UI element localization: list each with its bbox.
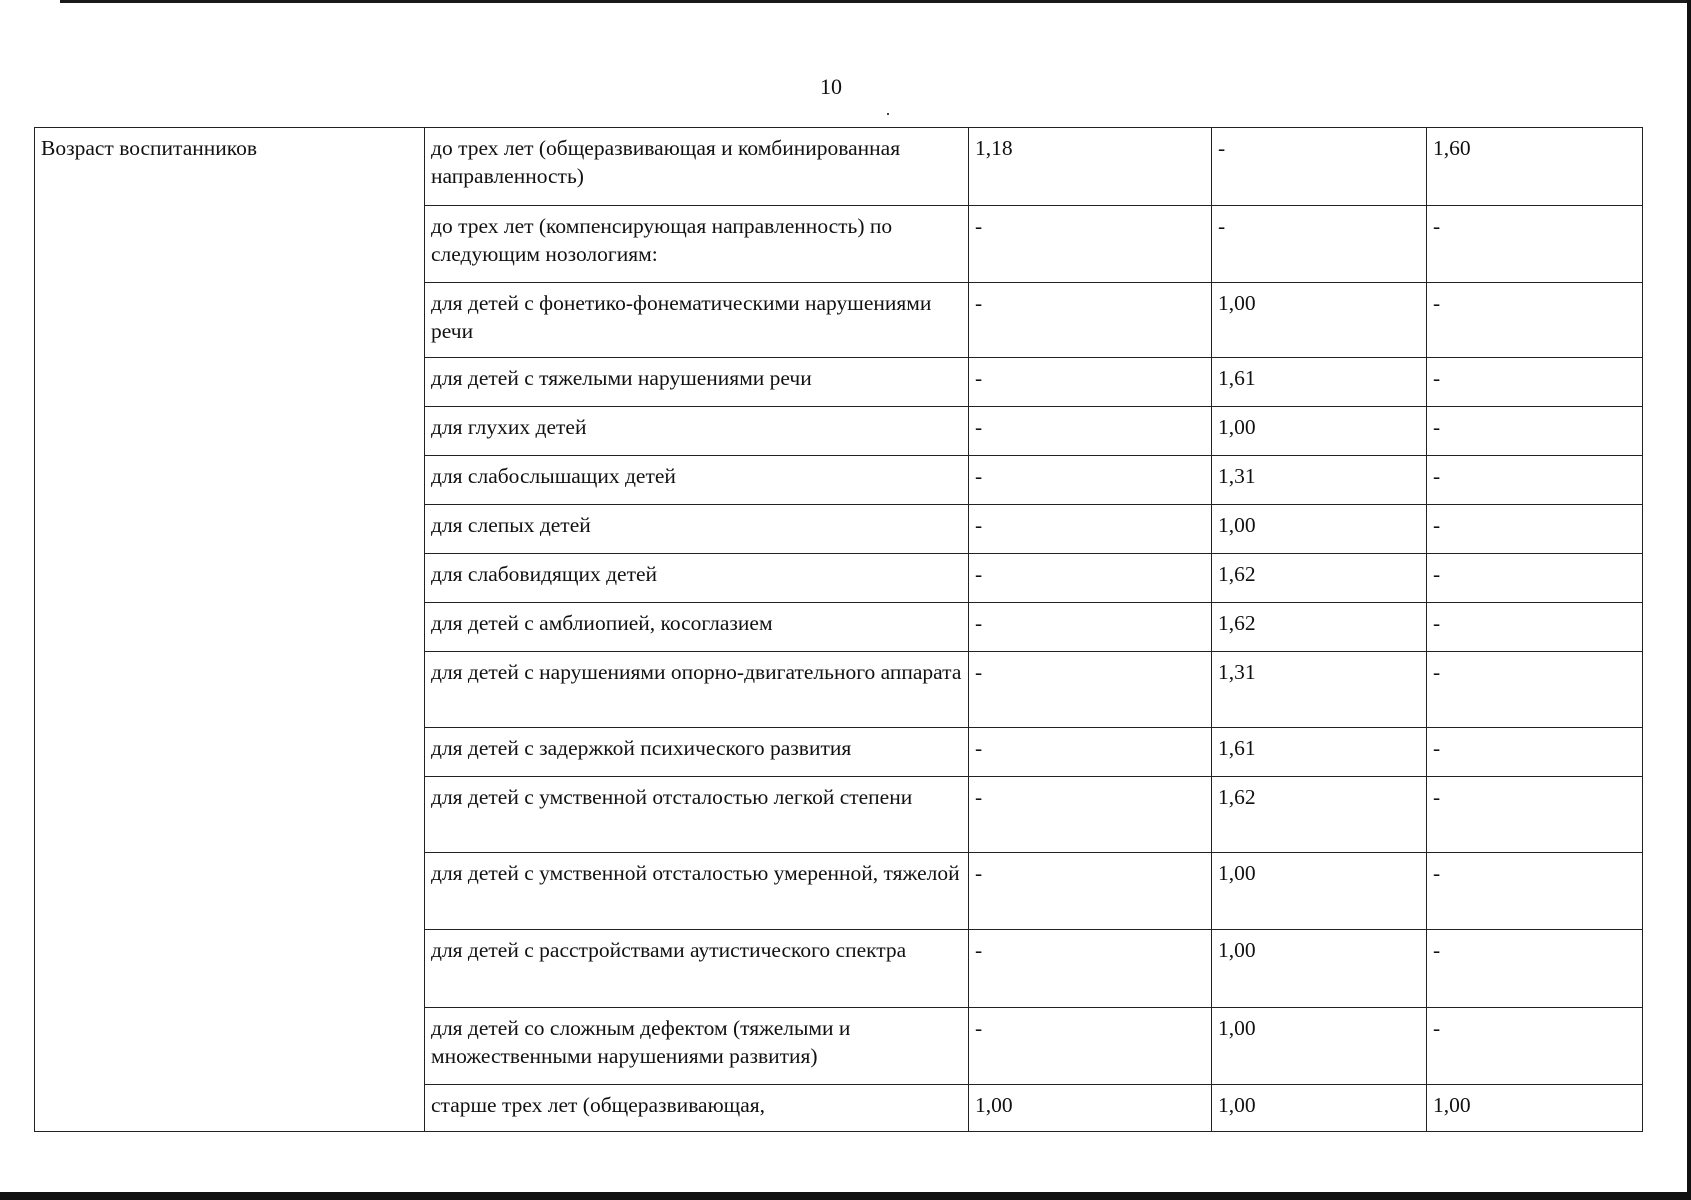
row-label: для детей с фонетико-фонематическими нарушениями речи (425, 283, 969, 358)
row-label: для глухих детей (425, 407, 969, 456)
row-label: для детей с амблиопией, косоглазием (425, 603, 969, 652)
value-cell-2: 1,00 (1212, 283, 1427, 358)
coefficients-table (34, 127, 1643, 1132)
value-cell-2: 1,62 (1212, 554, 1427, 603)
value-cell-3: - (1427, 554, 1643, 603)
value-cell-1: - (969, 456, 1212, 505)
row-label: для детей с умственной отсталостью легкой степени (425, 777, 969, 853)
row-label: для слабослышащих детей (425, 456, 969, 505)
value-cell-3: 1,00 (1427, 1085, 1643, 1132)
value-cell-1: - (969, 505, 1212, 554)
value-cell-1: - (969, 358, 1212, 407)
value-cell-3: - (1427, 777, 1643, 853)
value-cell-3: - (1427, 603, 1643, 652)
value-cell-2: 1,61 (1212, 358, 1427, 407)
row-label: старше трех лет (общеразвивающая, (425, 1085, 969, 1132)
value-cell-2: 1,31 (1212, 652, 1427, 728)
group-label-cell: Возраст воспитанников (35, 128, 425, 1132)
value-cell-2: 1,62 (1212, 603, 1427, 652)
value-cell-1: - (969, 1008, 1212, 1085)
row-label: для детей с умственной отсталостью умеренной, тяжелой (425, 853, 969, 930)
scan-edge-right (1687, 0, 1691, 1200)
value-cell-1: - (969, 777, 1212, 853)
value-cell-2: 1,62 (1212, 777, 1427, 853)
value-cell-1: 1,00 (969, 1085, 1212, 1132)
value-cell-3: - (1427, 358, 1643, 407)
value-cell-2: 1,00 (1212, 407, 1427, 456)
value-cell-2: - (1212, 128, 1427, 206)
value-cell-1: - (969, 853, 1212, 930)
table-row (35, 128, 1643, 206)
value-cell-1: - (969, 283, 1212, 358)
value-cell-1: - (969, 206, 1212, 283)
row-label: для детей с нарушениями опорно-двигательного аппарата (425, 652, 969, 728)
value-cell-3: - (1427, 652, 1643, 728)
value-cell-2: 1,00 (1212, 505, 1427, 554)
value-cell-1: 1,18 (969, 128, 1212, 206)
row-label: для слабовидящих детей (425, 554, 969, 603)
value-cell-3: - (1427, 283, 1643, 358)
scan-edge-bottom (0, 1192, 1691, 1200)
value-cell-1: - (969, 603, 1212, 652)
value-cell-1: - (969, 407, 1212, 456)
row-label: для детей со сложным дефектом (тяжелыми и множественными нарушениями развития) (425, 1008, 969, 1085)
value-cell-3: - (1427, 505, 1643, 554)
value-cell-2: 1,00 (1212, 853, 1427, 930)
row-label: до трех лет (компенсирующая направленность) по следующим нозологиям: (425, 206, 969, 283)
value-cell-3: - (1427, 930, 1643, 1008)
value-cell-3: 1,60 (1427, 128, 1643, 206)
value-cell-3: - (1427, 853, 1643, 930)
value-cell-1: - (969, 554, 1212, 603)
value-cell-2: 1,00 (1212, 1008, 1427, 1085)
row-label: для детей с расстройствами аутистического спектра (425, 930, 969, 1008)
row-label: для слепых детей (425, 505, 969, 554)
value-cell-3: - (1427, 1008, 1643, 1085)
page-number: 10 (820, 74, 842, 99)
value-cell-3: - (1427, 206, 1643, 283)
row-label: до трех лет (общеразвивающая и комбинированная направленность) (425, 128, 969, 206)
value-cell-2: - (1212, 206, 1427, 283)
value-cell-3: - (1427, 407, 1643, 456)
value-cell-1: - (969, 652, 1212, 728)
value-cell-1: - (969, 728, 1212, 777)
value-cell-2: 1,61 (1212, 728, 1427, 777)
value-cell-3: - (1427, 456, 1643, 505)
value-cell-2: 1,00 (1212, 930, 1427, 1008)
scan-speck (887, 113, 889, 115)
value-cell-2: 1,00 (1212, 1085, 1427, 1132)
value-cell-2: 1,31 (1212, 456, 1427, 505)
scan-edge-top (60, 0, 1691, 3)
row-label: для детей с тяжелыми нарушениями речи (425, 358, 969, 407)
value-cell-1: - (969, 930, 1212, 1008)
row-label: для детей с задержкой психического развития (425, 728, 969, 777)
value-cell-3: - (1427, 728, 1643, 777)
